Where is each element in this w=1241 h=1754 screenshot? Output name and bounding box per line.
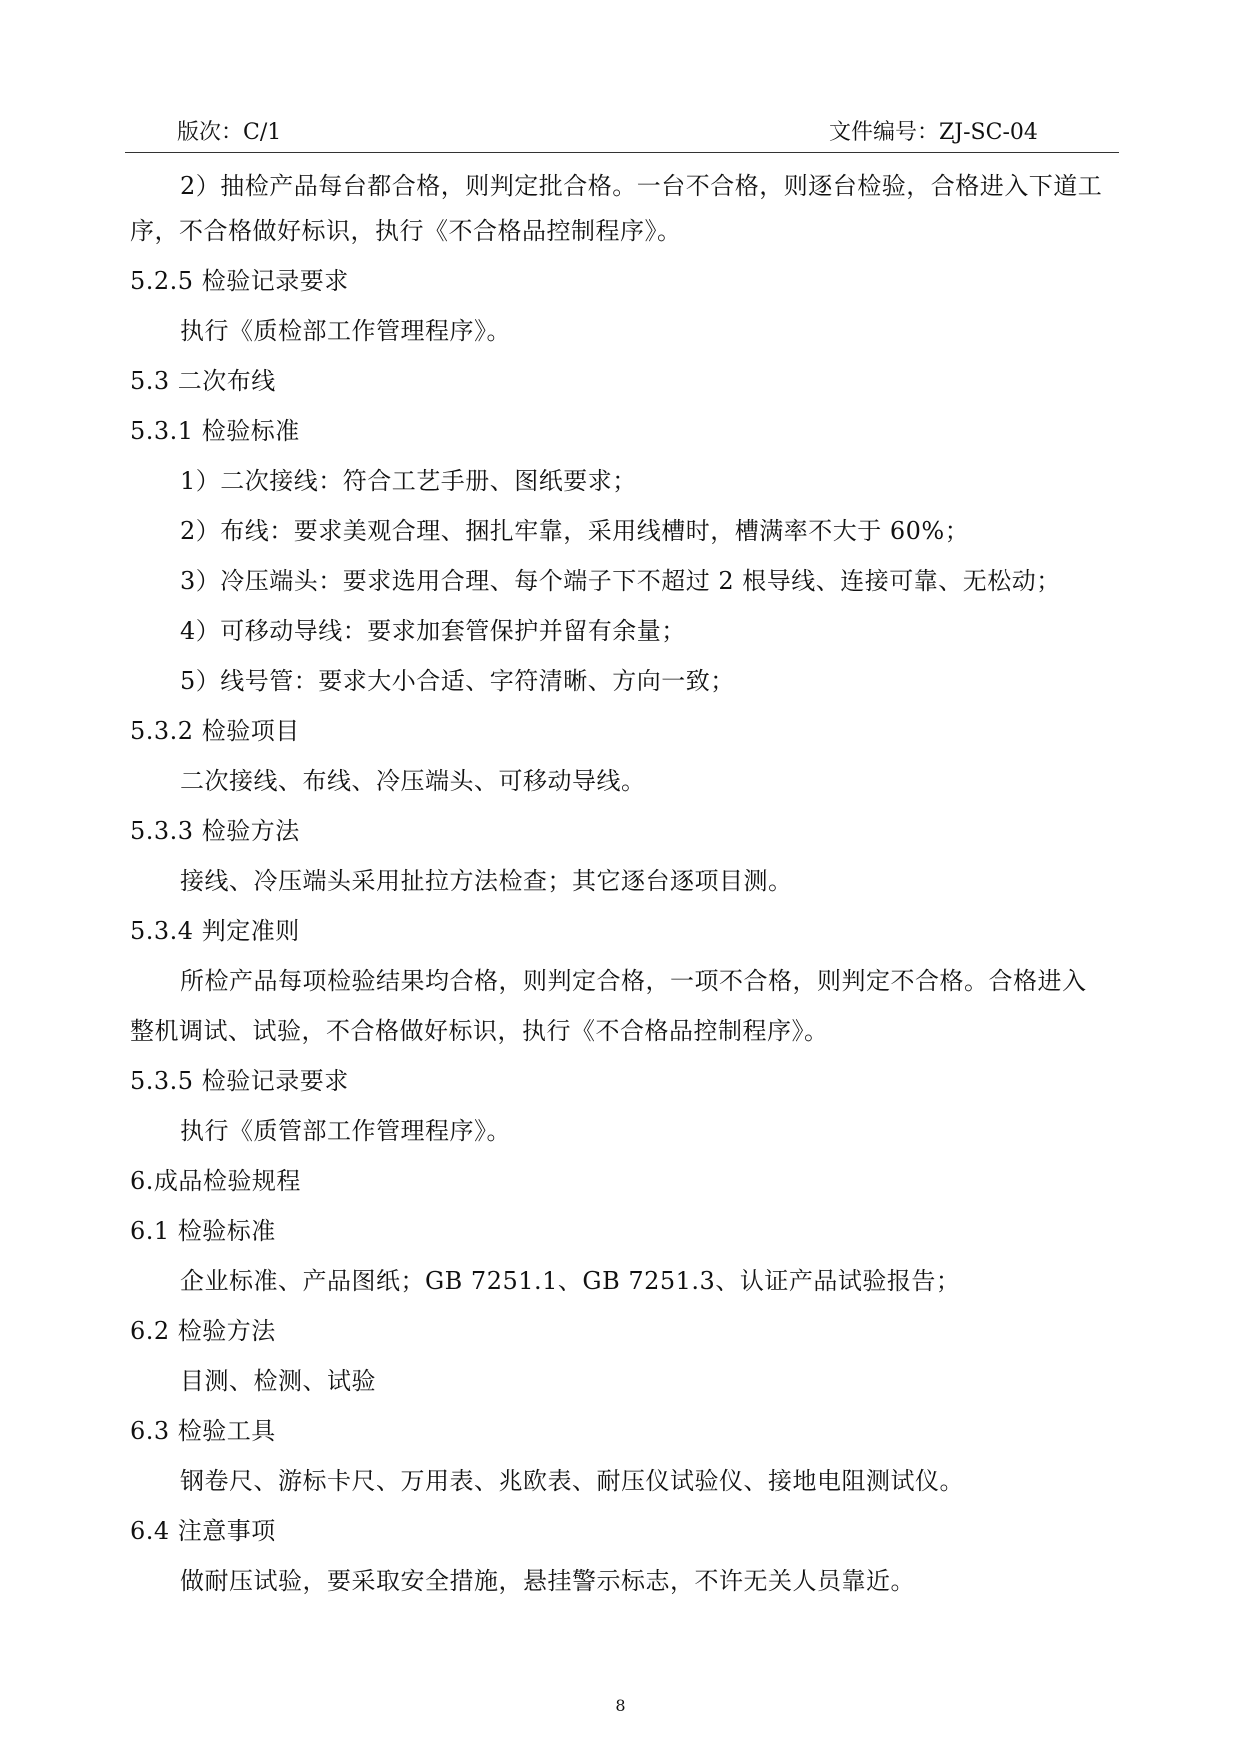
paragraph-line: 2）抽检产品每台都合格，则判定批合格。一台不合格，则逐台检验，合格进入下道工 xyxy=(180,172,1103,200)
section-heading: 5.3.4 判定准则 xyxy=(130,917,300,945)
paragraph-line: 钢卷尺、游标卡尺、万用表、兆欧表、耐压仪试验仪、接地电阻测试仪。 xyxy=(180,1467,964,1495)
doc-number-label: 文件编号：ZJ-SC-04 xyxy=(829,120,1038,145)
page-number: 8 xyxy=(615,1696,626,1715)
paragraph-line: 执行《质管部工作管理程序》。 xyxy=(180,1117,511,1145)
section-heading: 5.3.1 检验标准 xyxy=(130,417,300,445)
paragraph-line: 做耐压试验，要采取安全措施，悬挂警示标志，不许无关人员靠近。 xyxy=(180,1567,915,1595)
section-heading: 5.3.5 检验记录要求 xyxy=(130,1067,349,1095)
section-heading: 6.2 检验方法 xyxy=(130,1317,276,1345)
section-heading: 6.4 注意事项 xyxy=(130,1517,276,1545)
paragraph-line: 企业标准、产品图纸；GB 7251.1、GB 7251.3、认证产品试验报告； xyxy=(180,1267,961,1295)
page-header xyxy=(125,106,1119,153)
list-item: 4）可移动导线：要求加套管保护并留有余量； xyxy=(180,617,686,645)
paragraph-line: 二次接线、布线、冷压端头、可移动导线。 xyxy=(180,767,646,795)
list-item: 3）冷压端头：要求选用合理、每个端子下不超过 2 根导线、连接可靠、无松动； xyxy=(180,567,1061,595)
version-label: 版次：C/1 xyxy=(177,120,282,145)
section-heading: 5.2.5 检验记录要求 xyxy=(130,267,349,295)
list-item: 1）二次接线：符合工艺手册、图纸要求； xyxy=(180,467,637,495)
list-item: 5）线号管：要求大小合适、字符清晰、方向一致； xyxy=(180,667,735,695)
paragraph-line: 序，不合格做好标识，执行《不合格品控制程序》。 xyxy=(130,217,682,245)
paragraph-line: 执行《质检部工作管理程序》。 xyxy=(180,317,511,345)
section-heading: 5.3.3 检验方法 xyxy=(130,817,300,845)
section-heading: 5.3.2 检验项目 xyxy=(130,717,300,745)
paragraph-line: 所检产品每项检验结果均合格，则判定合格，一项不合格，则判定不合格。合格进入 xyxy=(180,967,1087,995)
section-heading: 6.1 检验标准 xyxy=(130,1217,276,1245)
paragraph-line: 整机调试、试验，不合格做好标识，执行《不合格品控制程序》。 xyxy=(130,1017,829,1045)
section-heading: 5.3 二次布线 xyxy=(130,367,276,395)
section-heading: 6.3 检验工具 xyxy=(130,1417,276,1445)
section-heading: 6.成品检验规程 xyxy=(130,1167,301,1195)
paragraph-line: 目测、检测、试验 xyxy=(180,1367,376,1395)
paragraph-line: 接线、冷压端头采用扯拉方法检查；其它逐台逐项目测。 xyxy=(180,867,793,895)
list-item: 2）布线：要求美观合理、捆扎牢靠，采用线槽时，槽满率不大于 60%； xyxy=(180,517,970,545)
